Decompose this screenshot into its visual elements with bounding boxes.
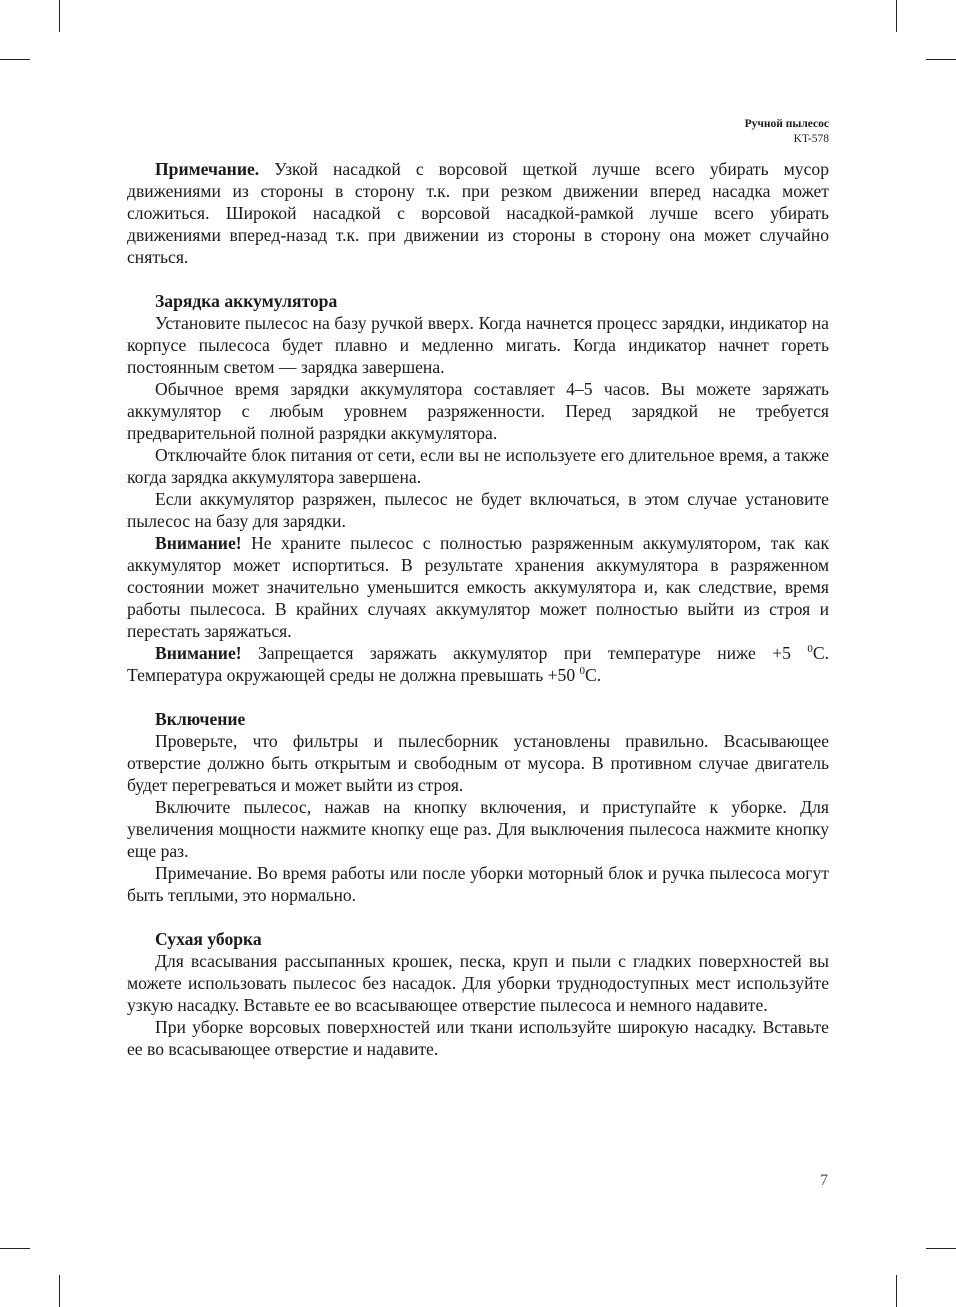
charging-paragraph-3: Отключайте блок питания от сети, если вы не используете его длительное время, а также когда зарядка аккумулятора завершена. <box>127 445 829 487</box>
dry-cleaning-paragraph-1: Для всасывания рассыпанных крошек, песка, круп и пыли с гладких поверхностей вы можете использовать пылесос без насадок. Для уборки труднодоступных мест используйте узкую насадку. Вставьте ее во всасывающее отверстие пылесоса и немного надавите. <box>127 951 829 1015</box>
charging-paragraph-2: Обычное время зарядки аккумулятора составляет 4–5 часов. Вы можете заряжать аккумулятор с любым уровнем разряженности. Перед зарядкой не требуется предварительной полной разрядки аккумулятора. <box>127 379 829 443</box>
warning-text-a: Запрещается заряжать аккумулятор при температуре ниже +5 <box>241 643 808 663</box>
degree-sign: 0 <box>807 643 813 656</box>
charging-paragraph-4: Если аккумулятор разряжен, пылесос не будет включаться, в этом случае установите пылесос на базу для зарядки. <box>127 489 829 531</box>
warning-text-b: С. Температура окружающей среды не должна превышать +50 <box>127 643 829 685</box>
warning-text: Не храните пылесос с полностью разряженным аккумулятором, так как аккумулятор может испортиться. В результате хранения аккумулятора в разряженном состоянии может значительно уменьшится емкость аккумулятора и, как следствие, время работы пылесоса. В крайних случаях аккумулятор может полностью выйти из строя и перестать заряжаться. <box>127 533 829 641</box>
crop-mark-top-right <box>896 0 897 32</box>
note-paragraph <box>127 158 829 268</box>
charging-paragraph-1: Установите пылесос на базу ручкой вверх. Когда начнется процесс зарядки, индикатор на корпусе пылесоса будет плавно и медленно мигать. Когда индикатор начнет гореть постоянным светом — зарядка завершена. <box>127 313 829 377</box>
warning-label: Внимание! <box>155 643 242 663</box>
page-number: 7 <box>820 1172 828 1189</box>
power-on-paragraph-1: Проверьте, что фильтры и пылесборник установлены правильно. Всасывающее отверстие должно быть открытым и свободным от мусора. В противном случае двигатель будет перегреваться и может выйти из строя. <box>127 731 829 795</box>
crop-mark-top-right-h <box>926 59 956 60</box>
dry-cleaning-paragraph-2: При уборке ворсовых поверхностей или ткани используйте широкую насадку. Вставьте ее во всасывающее отверстие и надавите. <box>127 1017 829 1059</box>
degree-sign: 0 <box>579 665 586 678</box>
crop-mark-bottom-left-h <box>0 1248 30 1249</box>
page-content <box>127 158 829 1060</box>
charging-warning-2 <box>127 642 829 686</box>
warning-text-c: С. <box>585 665 602 685</box>
crop-mark-bottom-right <box>896 1275 897 1307</box>
section-heading-charging: Зарядка аккумулятора <box>155 291 338 311</box>
power-on-paragraph-3: Примечание. Во время работы или после уборки моторный блок и ручка пылесоса могут быть теплыми, это нормально. <box>127 863 829 905</box>
running-header <box>745 117 829 147</box>
crop-mark-bottom-left <box>59 1275 60 1307</box>
section-heading-power-on: Включение <box>155 709 246 729</box>
section-heading-dry-cleaning: Сухая уборка <box>155 929 262 949</box>
power-on-paragraph-2: Включите пылесос, нажав на кнопку включения, и приступайте к уборке. Для увеличения мощности нажмите кнопку еще раз. Для выключения пылесоса нажмите кнопку еще раз. <box>127 797 829 861</box>
header-title: Ручной пылесос <box>744 118 829 130</box>
warning-label: Внимание! <box>155 533 242 553</box>
crop-mark-top-left-h <box>0 59 30 60</box>
header-model: KT-578 <box>793 133 829 145</box>
crop-mark-top-left <box>59 0 60 32</box>
note-text: Узкой насадкой с ворсовой щеткой лучше всего убирать мусор движениями из стороны в сторону т.к. при резком движении вперед насадка может сложиться. Широкой насадкой с ворсовой насадкой-рамкой лучше всего убирать движениями вперед-назад т.к. при движении из стороны в сторону она может случайно сняться. <box>127 159 829 267</box>
charging-warning-1 <box>127 532 829 642</box>
crop-mark-bottom-right-h <box>926 1248 956 1249</box>
note-label: Примечание. <box>155 159 260 179</box>
